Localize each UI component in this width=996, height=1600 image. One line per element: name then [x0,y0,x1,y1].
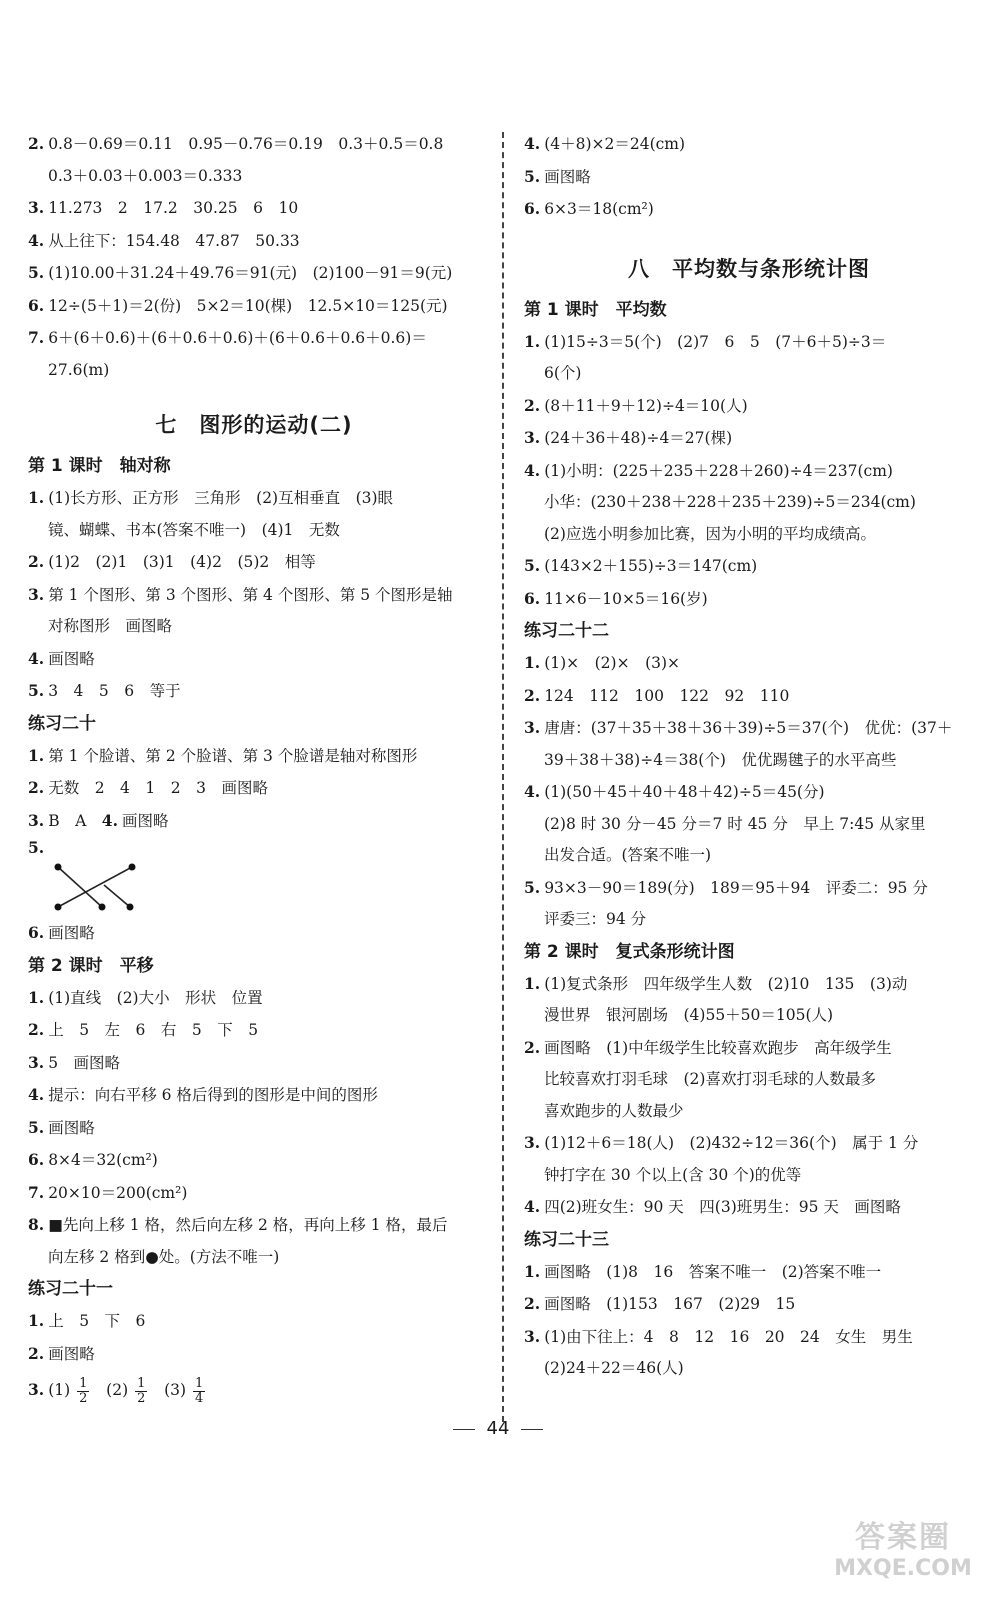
exercise-title: 练习二十三 [524,1229,609,1250]
answer-line: 向左移 2 格到●处。(方法不唯一) [48,1247,280,1266]
answer-line: 39＋38＋38)÷4＝38(个) 优优踢毽子的水平高些 [544,750,897,769]
answer-line: 6. 6×3＝18(cm²) [524,199,654,218]
page-number: 44 [0,1418,996,1439]
exercise-title: 练习二十一 [28,1279,113,1299]
answer-line: 2. 0.8－0.69＝0.11 0.95－0.76＝0.19 0.3＋0.5＝0.8 [28,134,444,153]
answer-line: 4. (1)(50＋45＋40＋48＋42)÷5＝45(分) [524,782,825,801]
answer-line: 6. 画图略 [28,923,95,942]
right-column [524,128,974,1385]
answer-line: 5. 画图略 [28,1117,95,1137]
answer-line: 评委三：94 分 [544,910,647,928]
section-title: 第 1 课时 平均数 [524,299,667,320]
answer-line: 4. 提示：向右平移 6 格后得到的图形是中间的图形 [28,1085,378,1104]
answer-line: 1. (1)长方形、正方形 三角形 (2)互相垂直 (3)眼 [28,488,394,507]
answer-line: 7. 20×10＝200(cm²) [28,1182,188,1202]
answer-line: (2)应选小明参加比赛，因为小明的平均成绩高。 [544,524,876,543]
answer-line: 4. (1)小明：(225＋235＋228＋260)÷4＝237(cm) [524,460,893,480]
answer-line: 6(个) [544,364,582,382]
answer-line: 2. 画图略 (1)中年级学生比较喜欢跑步 高年级学生 [524,1037,892,1057]
answer-line: 8. ■先向上移 1 格，然后向左移 2 格，再向上移 1 格，最后 [28,1215,448,1234]
answer-line: 2. 上 5 左 6 右 5 下 5 [28,1020,259,1039]
answer-line: 3. (1)12＋6＝18(人) (2)432÷12＝36(个) 属于 1 分 [524,1133,919,1152]
exercise-title: 练习二十 [28,713,96,734]
section-title: 第 2 课时 平移 [28,955,154,976]
answer-line: 3. 5 画图略 [28,1052,121,1072]
answer-line: 6. 11×6－10×5＝16(岁) [524,588,708,608]
watermark-logo: 答案圈 MXQE.COM [834,1520,972,1581]
answer-line: 2. 124 112 100 122 92 110 [524,685,790,705]
section-title: 第 2 课时 复式条形统计图 [524,941,735,962]
answer-line: 3. 唐唐：(37＋35＋38＋36＋39)÷5＝37(个) 优优：(37＋ [524,718,953,737]
answer-line: 喜欢跑步的人数最少 [544,1101,684,1120]
answer-line: (2)8 时 30 分－45 分＝7 时 45 分 早上 7:45 从家里 [544,814,926,833]
answer-line: 5. (143×2＋155)÷3＝147(cm) [524,556,758,575]
answer-line: 出发合适。(答案不唯一) [544,846,712,864]
matching-lines-figure [50,861,140,913]
answer-line: 6. 8×4＝32(cm²) [28,1150,158,1169]
answer-line: 3. (24＋36＋48)÷4＝27(棵) [524,428,733,447]
answer-line: 1. 上 5 下 6 [28,1311,146,1330]
answer-line: 3. (1)由下往上：4 8 12 16 20 24 女生 男生 [524,1326,913,1346]
column-divider [502,132,504,1422]
answer-line: 3. (1) $\frac{1}{2}$ (2) $\frac{1}{2}$ (3) $\frac{1}{4}$ [28,1375,204,1406]
answer-line: 小华：(230＋238＋228＋235＋239)÷5＝234(cm) [544,493,916,511]
answer-line: 比较喜欢打羽毛球 (2)喜欢打羽毛球的人数最多 [544,1070,876,1088]
answer-line: 5. (1)10.00＋31.24＋49.76＝91(元) (2)100－91＝9(元) [28,263,453,282]
answer-line: 1. (1)直线 (2)大小 形状 位置 [28,987,263,1007]
left-column [28,128,480,1410]
answer-line: 1. (1)15÷3＝5(个) (2)7 6 5 (7＋6＋5)÷3＝ [524,331,887,351]
chapter-title: 八 平均数与条形统计图 [628,256,870,281]
answer-line: 对称图形 画图略 [48,617,173,635]
answer-line: 5. [28,838,45,857]
answer-line: 3. 第 1 个图形、第 3 个图形、第 4 个图形、第 5 个图形是轴 [28,584,453,604]
answer-line: 2. 无数 2 4 1 2 3 画图略 [28,778,268,797]
fraction: $\frac{1}{2}$ [79,1375,88,1406]
answer-line: 2. 画图略 (1)153 167 (2)29 15 [524,1294,796,1313]
answer-line: 4. 四(2)班女生：90 天 四(3)班男生：95 天 画图略 [524,1197,901,1216]
answer-line: 0.3＋0.03＋0.003＝0.333 [48,166,243,185]
section-title: 第 1 课时 轴对称 [28,456,171,476]
fraction: $\frac{1}{4}$ [195,1375,204,1406]
exercise-title: 练习二十二 [524,621,609,641]
answer-line: 4. 从上往下：154.48 47.87 50.33 [28,230,300,250]
answer-line: 漫世界 银河剧场 (4)55＋50＝105(人) [544,1006,834,1024]
answer-line: 6. 12÷(5＋1)＝2(份) 5×2＝10(棵) 12.5×10＝125(元) [28,295,448,315]
answer-line: 4. (4＋8)×2＝24(cm) [524,134,686,153]
answer-line: 5. 画图略 [524,166,591,186]
answer-line: 钟打字在 30 个以上(含 30 个)的优等 [544,1165,802,1184]
answer-line: 5. 3 4 5 6 等于 [28,681,181,700]
answer-line: 1. (1)× (2)× (3)× [524,653,681,672]
answer-line: 3. 11.273 2 17.2 30.25 6 10 [28,198,299,217]
answer-line: 2. (8＋11＋9＋12)÷4＝10(人) [524,395,748,415]
answer-line: 3. B A 4. 画图略 [28,810,169,830]
answer-line: 5. 93×3－90＝189(分) 189＝95＋94 评委二：95 分 [524,877,928,897]
answer-line: 2. (1)2 (2)1 (3)1 (4)2 (5)2 相等 [28,552,316,571]
answer-line: 27.6(m) [48,360,110,379]
chapter-title: 七 图形的运动(二) [155,413,353,437]
answer-line: 1. 第 1 个脸谱、第 2 个脸谱、第 3 个脸谱是轴对称图形 [28,745,418,765]
fraction: $\frac{1}{2}$ [137,1375,146,1406]
answer-line: 1. 画图略 (1)8 16 答案不唯一 (2)答案不唯一 [524,1261,882,1281]
answer-line: (2)24＋22＝46(人) [544,1359,684,1377]
answer-line: 7. 6＋(6＋0.6)＋(6＋0.6＋0.6)＋(6＋0.6＋0.6＋0.6)＝ [28,328,427,347]
answer-line: 2. 画图略 [28,1343,95,1363]
answer-line: 4. 画图略 [28,648,95,668]
answer-line: 镜、蝴蝶、书本(答案不唯一) (4)1 无数 [48,520,340,539]
answer-line: 1. (1)复式条形 四年级学生人数 (2)10 135 (3)动 [524,973,908,993]
